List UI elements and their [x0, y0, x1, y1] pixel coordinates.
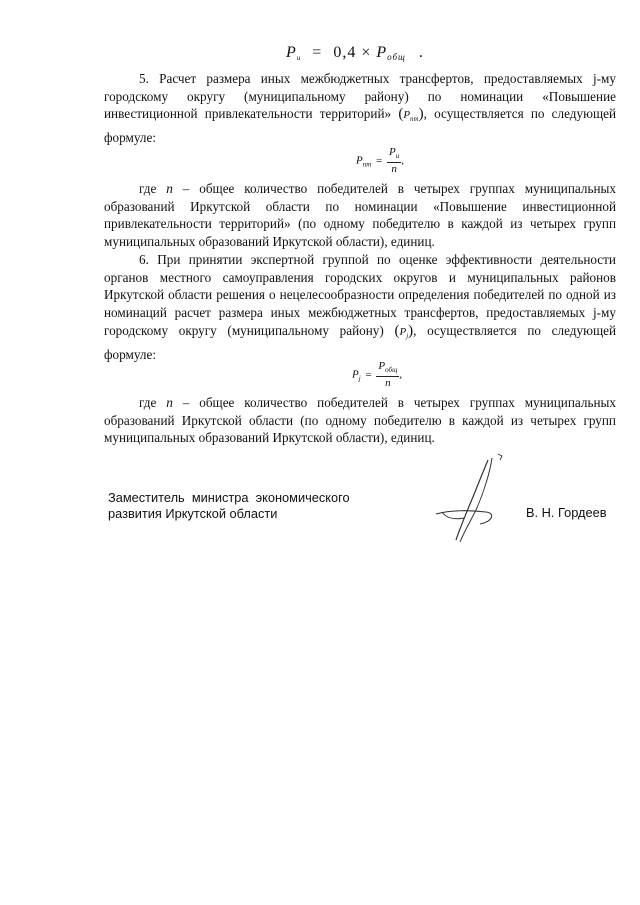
formula-ppt: $P_{пт}$ = $\frac{P_и}{n}$ ,	[356, 146, 404, 175]
formula-pi	[286, 44, 424, 62]
variable-n: n	[166, 395, 173, 410]
signatory-name: В. Н. Гордеев	[526, 505, 607, 520]
where-lead: где	[139, 395, 157, 410]
formula-symbol: P	[376, 44, 388, 61]
paragraph-5	[104, 70, 616, 147]
formula-end: .	[418, 44, 424, 61]
paragraph-text: 6. При принятии экспертной группой по оценке эффективности деятельности органов местного самоуправления городских округов и муниципальных районов Иркутской области решения о нецелесообразности определения победителей по одной из номинаций расчет размера иных межбюджетных трансфертов, предоставляемых j-му городскому округу (муниципальному району)	[104, 252, 616, 338]
formula-subscript: и	[296, 54, 302, 62]
inline-symbol-pj: $(P_j)$	[394, 322, 414, 340]
inline-symbol-ppt: $(P_{пт})$	[398, 106, 424, 124]
fraction: $\frac{P_{общ}}{n}$	[378, 360, 398, 389]
signatory-position	[108, 490, 408, 522]
handwritten-signature	[430, 452, 520, 552]
paragraph-text: – общее количество победителей в четырех группах муниципальных образований Иркутской области по номинации «Повышение инвестиционной привлекательности территорий» (по одному победителю в каждой из четырех групп муниципальных образований Иркутской области), единиц.	[104, 181, 616, 250]
paragraph-text: 5. Расчет размера иных межбюджетных трансфертов, предоставляемых j-му городскому округу (муниципальному району) по номинации «Повышение инвестиционной привлекательности территорий»	[104, 71, 616, 122]
formula-symbol: P	[286, 44, 297, 61]
paragraph-6-where	[104, 394, 616, 447]
paragraph-text: – общее количество победителей в четырех группах муниципальных образований Иркутской области (по одному победителю в каждой из четырех групп муниципальных образований Иркутской области), единиц.	[104, 395, 616, 446]
paragraph-5-where	[104, 180, 616, 251]
paragraph-6	[104, 251, 616, 363]
where-lead: где	[139, 181, 157, 196]
fraction: $\frac{P_и}{n}$	[389, 146, 400, 175]
formula-equals: =	[312, 44, 323, 61]
paragraph-text: , осуществляется по следующей формуле:	[104, 322, 617, 362]
formula-pj: $P_j$ = $\frac{P_{общ}}{n}$ ,	[352, 360, 403, 389]
position-line-2: развития Иркутской области	[108, 506, 278, 521]
position-line-1: Заместитель министра экономического	[108, 490, 350, 505]
formula-subscript: общ	[387, 52, 406, 62]
paragraph-text: , осуществляется по следующей формуле:	[104, 106, 617, 146]
variable-n: n	[166, 181, 173, 196]
formula-coefficient: 0,4 ×	[333, 44, 372, 61]
